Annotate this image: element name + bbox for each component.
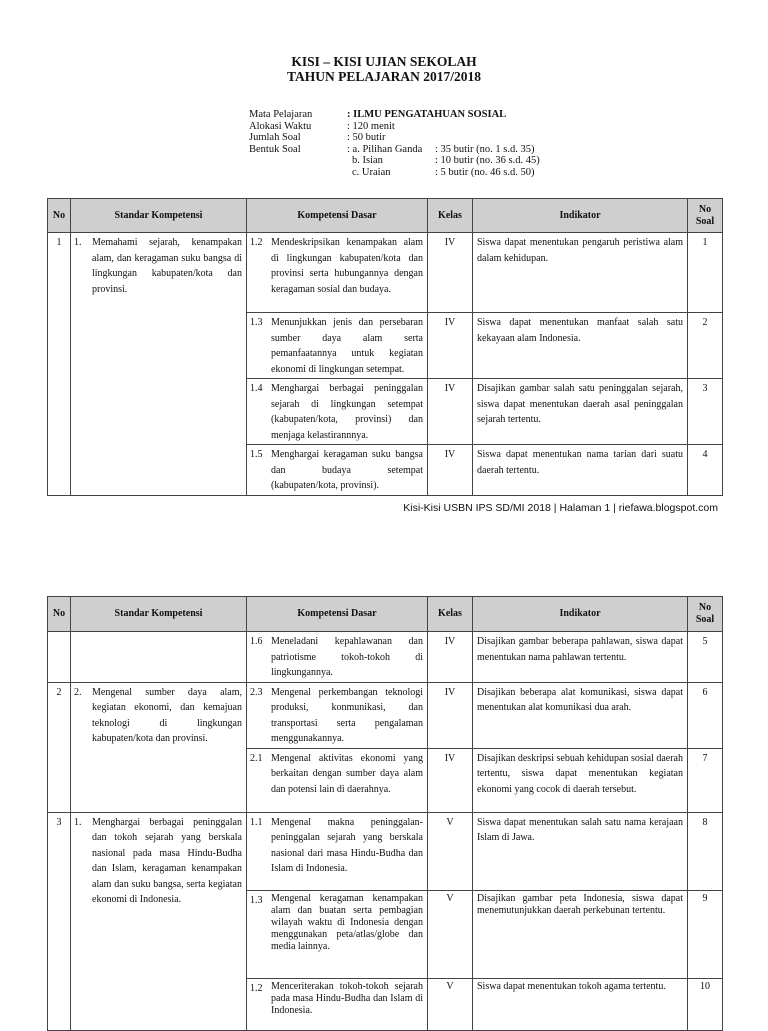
row-no: 2: [48, 682, 71, 812]
table-row: [48, 812, 723, 890]
header-sk: Standar Kompetensi: [71, 199, 247, 233]
kelas: IV: [428, 379, 473, 445]
document-title: KISI – KISI UJIAN SEKOLAH: [291, 54, 477, 69]
info-value: : 50 butir: [347, 132, 386, 144]
header-no: No: [48, 597, 71, 632]
indikator: Disajikan beberapa alat komunikasi, siswa dapat menentukan alat komunikasi dua arah.: [473, 682, 688, 748]
header-kelas: Kelas: [428, 597, 473, 632]
table-header-row: [48, 597, 723, 632]
indikator: Disajikan deskripsi sebuah kehidupan sosial daerah tertentu, siswa dapat menentukan kegiatan ekonomi yang cocok di daerah tersebut.: [473, 748, 688, 812]
standar-kompetensi: [71, 632, 247, 683]
kisi-table-1: [47, 198, 723, 496]
kelas: V: [428, 890, 473, 978]
info-label: Mata Pelajaran: [249, 109, 313, 120]
standar-kompetensi: 1. Menghargai berbagai peninggalan dan tokoh sejarah yang berskala nasional pada masa Hindu-Budha dan Islam, keragaman kenampakan alam dan suku bangsa, serta kegiatan ekonomi di Indonesia.: [71, 812, 247, 1030]
row-no: 1: [48, 233, 71, 496]
kompetensi-dasar: 1.2 Mendeskripsikan kenampakan alam di lingkungan kabupaten/kota dan provinsi serta hubungannya dengan keragaman sosial dan budaya.: [247, 233, 428, 313]
page-footer: Kisi-Kisi USBN IPS SD/MI 2018 | Halaman 1 | riefawa.blogspot.com: [403, 502, 718, 514]
no-soal: 7: [688, 748, 723, 812]
indikator: Siswa dapat menentukan nama tarian dari suatu daerah tertentu.: [473, 445, 688, 496]
document-subtitle: TAHUN PELAJARAN 2017/2018: [286, 69, 481, 84]
row-no: 3: [48, 812, 71, 1030]
header-kd: Kompetensi Dasar: [247, 199, 428, 233]
kelas: V: [428, 812, 473, 890]
kompetensi-dasar: 1.3 Menunjukkan jenis dan persebaran sumber daya alam serta pemanfaatannya untuk kegiatan ekonomi di lingkungan setempat.: [247, 313, 428, 379]
kompetensi-dasar: 1.3 Mengenal keragaman kenampakan alam dan buatan serta pembagian wilayah waktu di Indonesia dengan menggunakan peta/atlas/globe dan media lainnya.: [247, 890, 428, 978]
info-value: b. Isian: [352, 155, 383, 167]
indikator: Disajikan gambar peta Indonesia, siswa dapat menemutunjukkan daerah perkebunan tertentu.: [473, 890, 688, 978]
header-nosoal: No Soal: [688, 597, 723, 632]
exam-info: [249, 109, 540, 179]
indikator: Siswa dapat menentukan manfaat salah satu kekayaan alam Indonesia.: [473, 313, 688, 379]
standar-kompetensi: 1. Memahami sejarah, kenampakan alam, dan keragaman suku bangsa di lingkungan kabupaten/kota dan provinsi.: [71, 233, 247, 496]
no-soal: 2: [688, 313, 723, 379]
header-kelas: Kelas: [428, 199, 473, 233]
indikator: Siswa dapat menentukan salah satu nama kerajaan Islam di Jawa.: [473, 812, 688, 890]
kompetensi-dasar: 1.2 Menceriterakan tokoh-tokoh sejarah pada masa Hindu-Budha dan Islam di Indonesia.: [247, 978, 428, 1030]
kelas: IV: [428, 682, 473, 748]
info-value: c. Uraian: [352, 166, 391, 178]
kompetensi-dasar: 1.4 Menghargai berbagai peninggalan sejarah di lingkungan setempat (kabupaten/kota, provinsi) dan menjaga kelastirannnya.: [247, 379, 428, 445]
kelas: IV: [428, 632, 473, 683]
kompetensi-dasar: 1.5 Menghargai keragaman suku bangsa dan budaya setempat (kabupaten/kota, provinsi).: [247, 445, 428, 496]
indikator: Disajikan gambar salah satu peninggalan sejarah, siswa dapat menentukan daerah asal peninggalan sejarah tertentu.: [473, 379, 688, 445]
header-indikator: Indikator: [473, 597, 688, 632]
kelas: V: [428, 978, 473, 1030]
kompetensi-dasar: 2.1 Mengenal aktivitas ekonomi yang berkaitan dengan sumber daya alam dan potensi lain di daerahnya.: [247, 748, 428, 812]
info-value: : 120 menit: [347, 120, 395, 132]
info-value: : 10 butir (no. 36 s.d. 45): [435, 155, 540, 167]
indikator: Siswa dapat menentukan tokoh agama tertentu.: [473, 978, 688, 1030]
row-no: [48, 632, 71, 683]
no-soal: 1: [688, 233, 723, 313]
info-label: Bentuk Soal: [249, 143, 301, 155]
header-nosoal: No Soal: [688, 199, 723, 233]
no-soal: 5: [688, 632, 723, 683]
table-row: [48, 632, 723, 683]
kompetensi-dasar: 1.6 Meneladani kepahlawanan dan patriotisme tokoh-tokoh di lingkungannya.: [247, 632, 428, 683]
no-soal: 9: [688, 890, 723, 978]
indikator: Siswa dapat menentukan pengaruh peristiwa alam dalam kehidupan.: [473, 233, 688, 313]
no-soal: 4: [688, 445, 723, 496]
info-label: Jumlah Soal: [249, 132, 301, 144]
kisi-table-2: [47, 596, 723, 1031]
info-value: : 35 butir (no. 1 s.d. 35): [435, 143, 535, 155]
kompetensi-dasar: 1.1 Mengenal makna peninggalan-peninggalan sejarah yang berskala nasional dari masa Hindu-Budha dan Islam di Indonesia.: [247, 812, 428, 890]
no-soal: 10: [688, 978, 723, 1030]
kelas: IV: [428, 445, 473, 496]
info-value: : 5 butir (no. 46 s.d. 50): [435, 166, 535, 178]
header-sk: Standar Kompetensi: [71, 597, 247, 632]
info-value: : a. Pilihan Ganda: [347, 143, 423, 155]
indikator: Disajikan gambar beberapa pahlawan, siswa dapat menentukan nama pahlawan tertentu.: [473, 632, 688, 683]
no-soal: 6: [688, 682, 723, 748]
no-soal: 8: [688, 812, 723, 890]
header-indikator: Indikator: [473, 199, 688, 233]
header-no: No: [48, 199, 71, 233]
kelas: IV: [428, 748, 473, 812]
standar-kompetensi: 2. Mengenal sumber daya alam, kegiatan ekonomi, dan kemajuan teknologi di lingkungan kabupaten/kota dan provinsi.: [71, 682, 247, 812]
header-kd: Kompetensi Dasar: [247, 597, 428, 632]
kelas: IV: [428, 313, 473, 379]
table-row: [48, 233, 723, 313]
info-value: : ILMU PENGATAHUAN SOSIAL: [347, 109, 507, 120]
kelas: IV: [428, 233, 473, 313]
table-header-row: [48, 199, 723, 233]
table-row: [48, 682, 723, 748]
no-soal: 3: [688, 379, 723, 445]
kompetensi-dasar: 2.3 Mengenal perkembangan teknologi produksi, konmunikasi, dan transportasi serta pengalaman menggunakannya.: [247, 682, 428, 748]
info-label: Alokasi Waktu: [249, 120, 312, 132]
